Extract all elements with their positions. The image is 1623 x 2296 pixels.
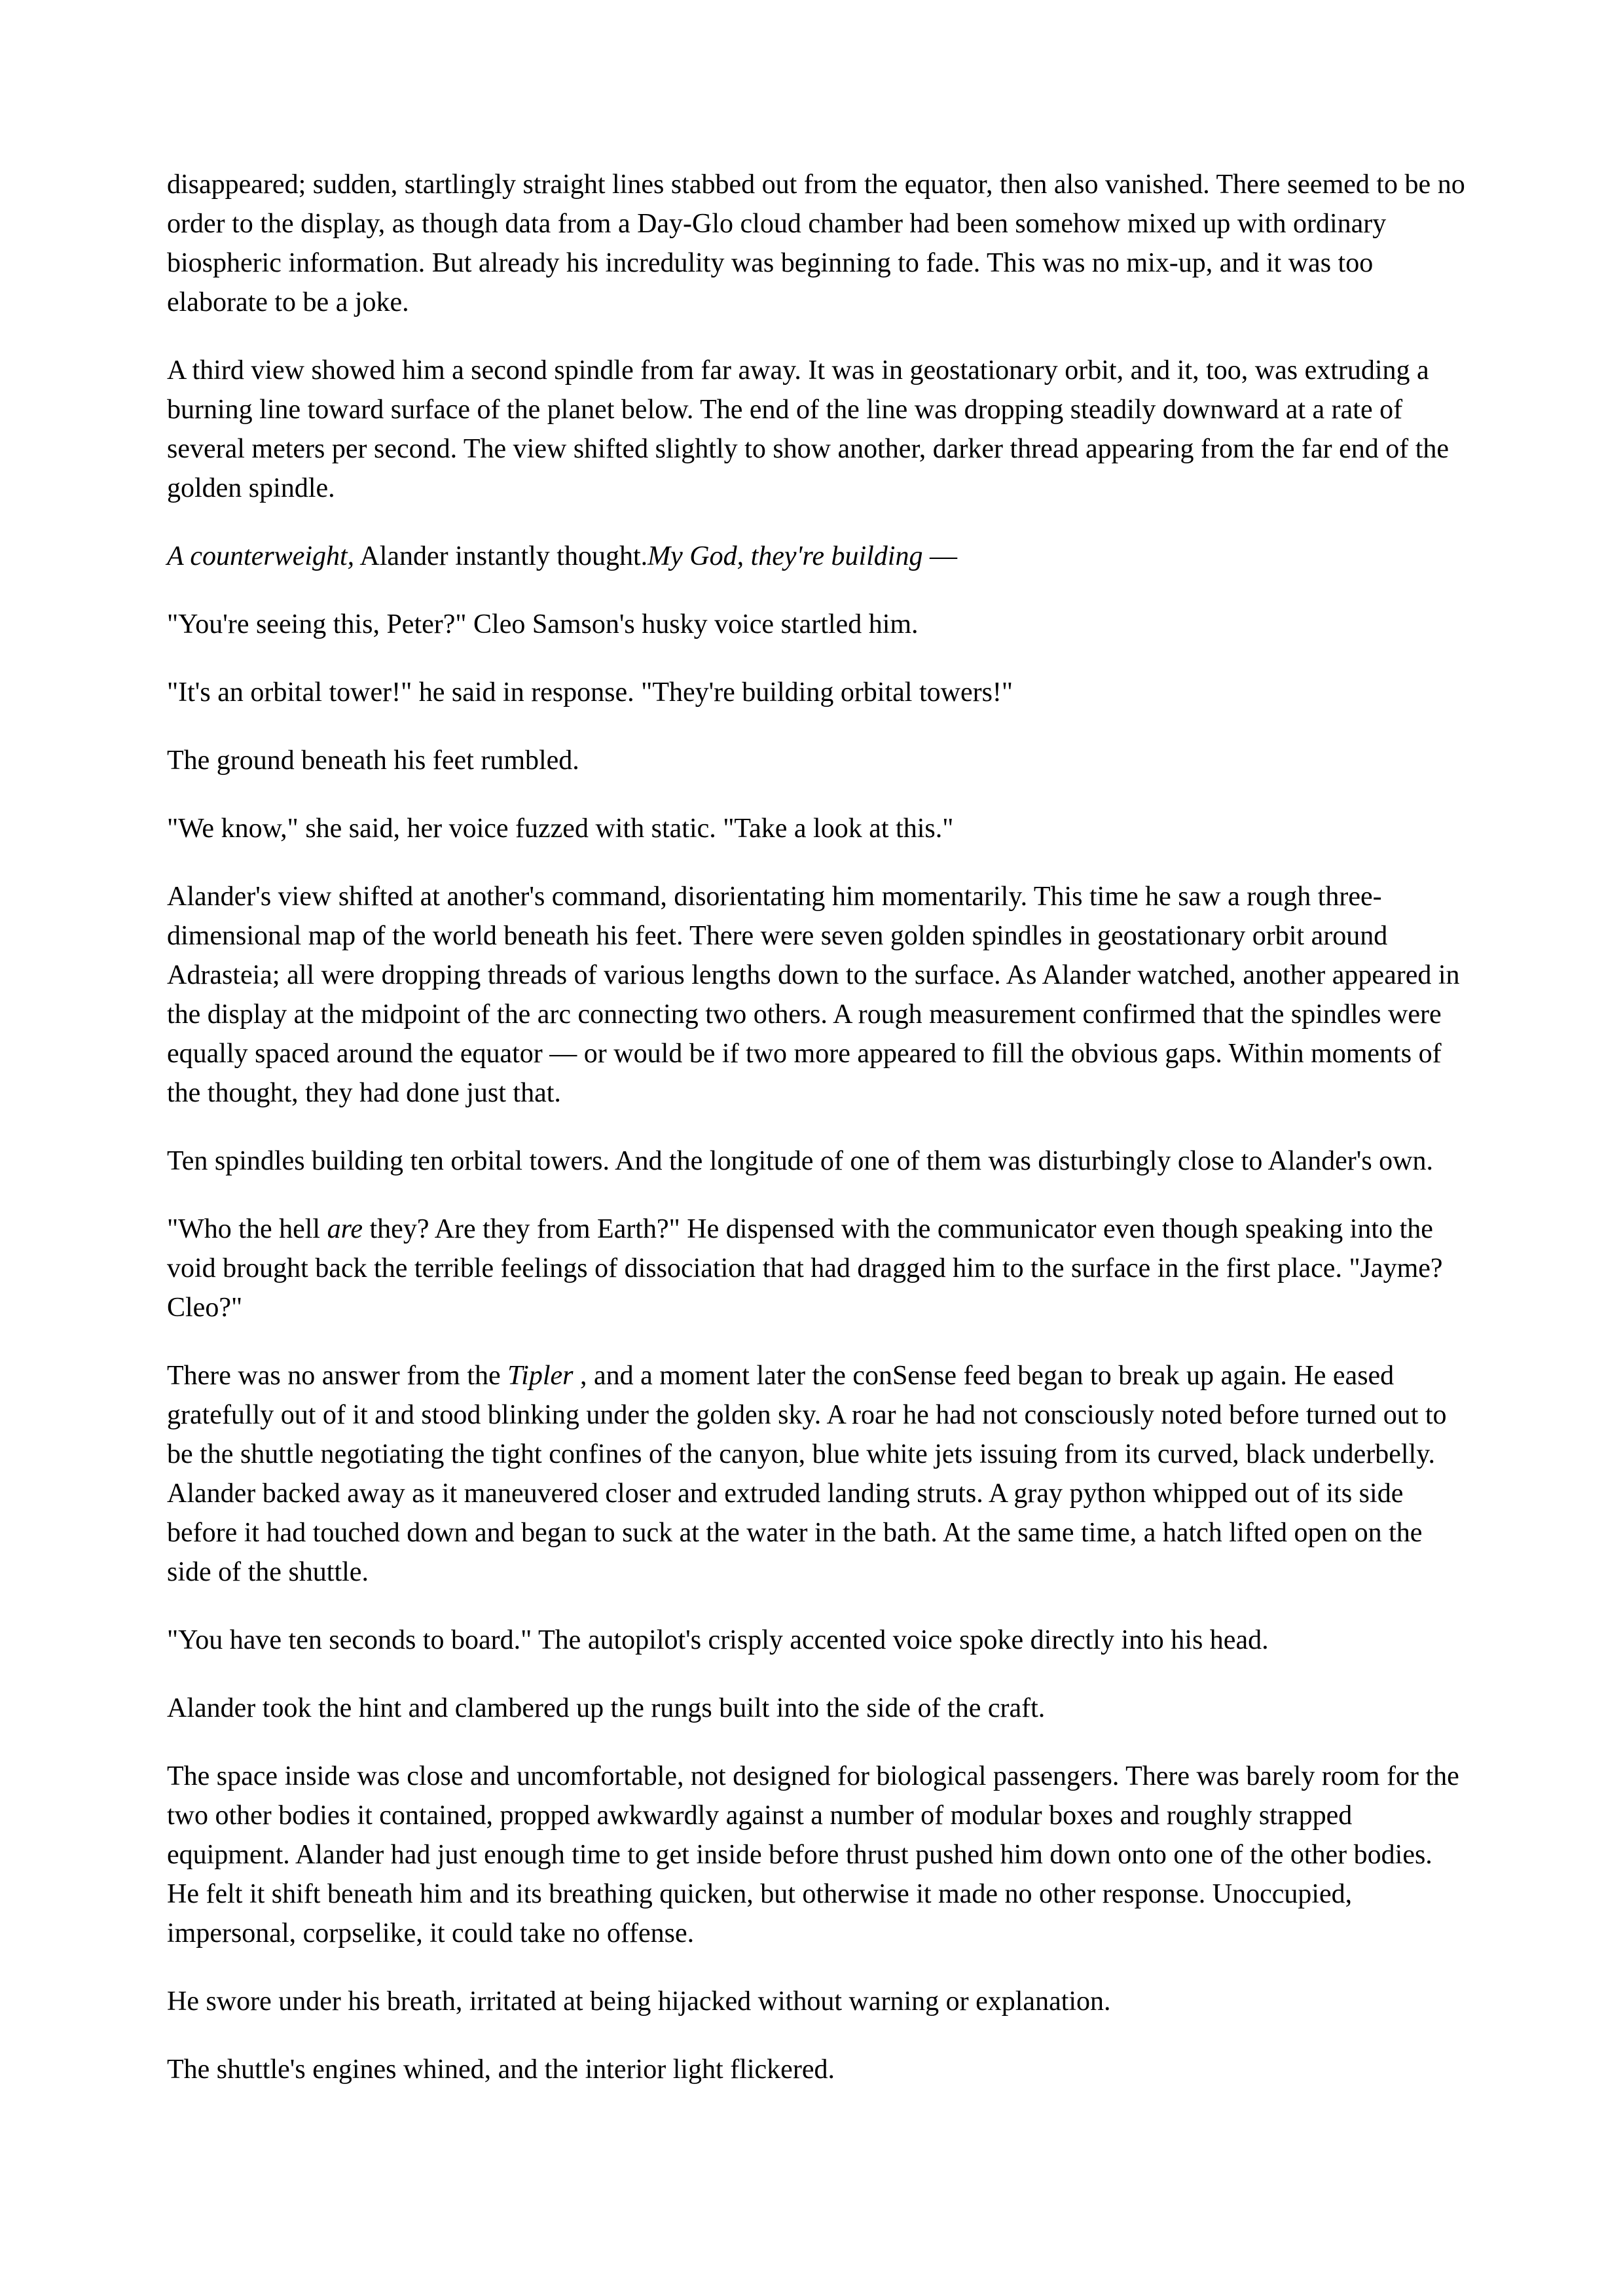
paragraph xyxy=(167,605,1471,644)
paragraph xyxy=(167,537,1471,576)
paragraph xyxy=(167,2050,1471,2089)
paragraph xyxy=(167,1757,1471,1953)
italic-text-run: My God, they're building xyxy=(647,541,923,571)
paragraph xyxy=(167,165,1471,322)
paragraph xyxy=(167,809,1471,848)
paragraph xyxy=(167,673,1471,712)
text-run: There was no answer from the xyxy=(167,1361,508,1391)
text-run: , and a moment later the conSense feed began to break up again. He eased gratefully out of it and stood blinking under the golden sky. A roar he had not consciously noted before turned out to be the shuttle negotiating the tight confines of the canyon, blue white jets issuing from its curved, black underbelly. Alander backed away as it maneuvered closer and extruded landing struts. A gray python whipped out of its side before it had touched down and began to suck at the water in the bath. At the same time, a hatch lifted open on the side of the shuttle. xyxy=(167,1361,1447,1587)
text-run: Alander took the hint and clambered up the rungs built into the side of the craft. xyxy=(167,1693,1046,1723)
paragraph xyxy=(167,1982,1471,2021)
text-run: disappeared; sudden, startlingly straight lines stabbed out from the equator, then also vanished. There seemed to be no order to the display, as though data from a Day-Glo cloud chamber had been somehow mixed up with ordinary biospheric information. But already his incredulity was beginning to fade. This was no mix-up, and it was too elaborate to be a joke. xyxy=(167,170,1465,317)
text-run: Alander's view shifted at another's command, disorientating him momentarily. This time he saw a rough three-dimensional map of the world beneath his feet. There were seven golden spindles in geostationary orbit around Adrasteia; all were dropping threads of various lengths down to the surface. As Alander watched, another appeared in the display at the midpoint of the arc connecting two others. A rough measurement confirmed that the spindles were equally spaced around the equator — or would be if two more appeared to fill the obvious gaps. Within moments of the thought, they had done just that. xyxy=(167,882,1460,1108)
paragraph xyxy=(167,741,1471,780)
page-text-container xyxy=(167,165,1471,2118)
paragraph xyxy=(167,1210,1471,1327)
text-run: The space inside was close and uncomfortable, not designed for biological passengers. There was barely room for the two other bodies it contained, propped awkwardly against a number of modular boxes and roughly strapped equipment. Alander had just enough time to get inside before thrust pushed him down onto one of the other bodies. He felt it shift beneath him and its breathing quicken, but otherwise it made no other response. Unoccupied, impersonal, corpselike, it could take no offense. xyxy=(167,1761,1459,1948)
italic-text-run: Tipler xyxy=(507,1361,574,1391)
text-run: "You have ten seconds to board." The autopilot's crisply accented voice spoke directly into his head. xyxy=(167,1625,1269,1655)
text-run: they? Are they from Earth?" He dispensed with the communicator even though speaking into the void brought back the terrible feelings of dissociation that had dragged him to the surface in the first place. "Jayme? Cleo?" xyxy=(167,1214,1443,1323)
paragraph xyxy=(167,1689,1471,1728)
text-run: The shuttle's engines whined, and the interior light flickered. xyxy=(167,2054,835,2085)
italic-text-run: A counterweight, xyxy=(167,541,355,571)
paragraph xyxy=(167,351,1471,508)
text-run: A third view showed him a second spindle from far away. It was in geostationary orbit, and it, too, was extruding a burning line toward surface of the planet below. The end of the line was dropping steadily downward at a rate of several meters per second. The view shifted slightly to show another, darker thread appearing from the far end of the golden spindle. xyxy=(167,355,1450,503)
text-run: "It's an orbital tower!" he said in response. "They're building orbital towers!" xyxy=(167,677,1013,708)
text-run: "Who the hell xyxy=(167,1214,327,1244)
text-run: "You're seeing this, Peter?" Cleo Samson's husky voice startled him. xyxy=(167,609,919,639)
paragraph xyxy=(167,1356,1471,1592)
text-run: "We know," she said, her voice fuzzed with static. "Take a look at this." xyxy=(167,814,954,844)
paragraph xyxy=(167,1621,1471,1660)
text-run: Ten spindles building ten orbital towers. And the longitude of one of them was disturbingly close to Alander's own. xyxy=(167,1146,1434,1176)
paragraph xyxy=(167,1141,1471,1181)
italic-text-run: are xyxy=(327,1214,363,1244)
text-run: Alander instantly thought. xyxy=(354,541,648,571)
text-run: — xyxy=(922,541,957,571)
text-run: The ground beneath his feet rumbled. xyxy=(167,745,579,776)
paragraph xyxy=(167,877,1471,1113)
text-run: He swore under his breath, irritated at being hijacked without warning or explanation. xyxy=(167,1986,1111,2017)
